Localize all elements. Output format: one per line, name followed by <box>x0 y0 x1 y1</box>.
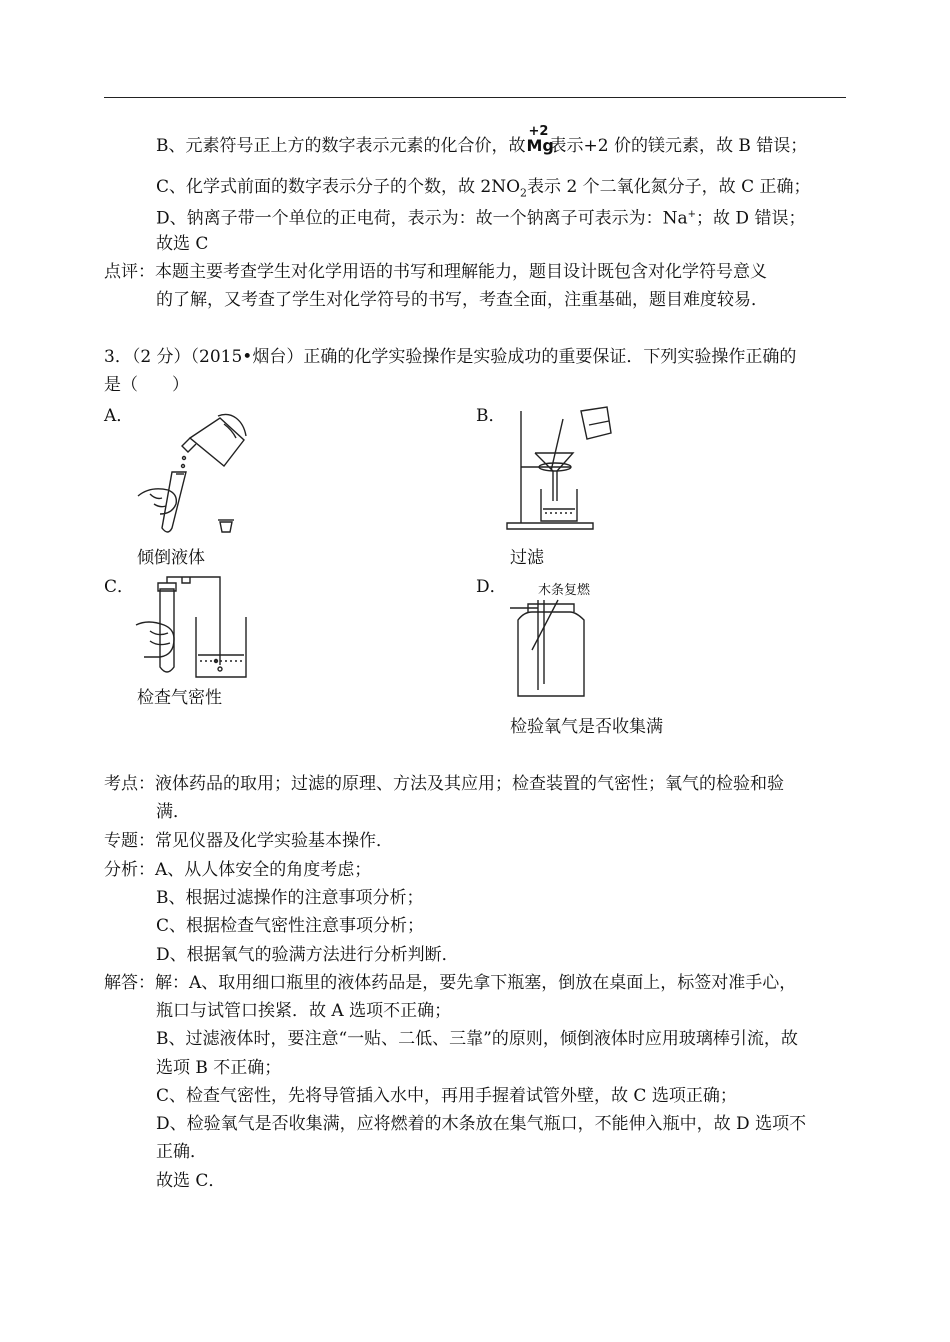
comment-line-1: 点评：本题主要考查学生对化学用语的书写和理解能力，题目设计既包含对化学符号意义 <box>104 262 767 282</box>
fenxi-line-2: B、根据过滤操作的注意事项分析； <box>156 888 424 908</box>
figure-filtration <box>505 405 615 535</box>
fenxi-line-1: 分析：A、从人体安全的角度考虑； <box>104 860 372 880</box>
solution-d-line: D、钠离子带一个单位的正电荷，表示为：故一个钠离子可表示为：Na+；故 D 错误； <box>156 208 806 229</box>
question-stem-line-2: 是（ ） <box>104 375 189 395</box>
option-d-letter: D． <box>476 577 507 597</box>
jieda-line-2: 瓶口与试管口挨紧．故 A 选项不正确； <box>156 1001 452 1021</box>
option-a-letter: A． <box>104 406 134 426</box>
question-stem-line-1: 3．（2 分）（2015•烟台）正确的化学实验操作是实验成功的重要保证．下列实验操作正确的 <box>104 347 797 367</box>
header-rule <box>104 97 846 98</box>
zhuanti-line: 专题：常见仪器及化学实验基本操作． <box>104 831 393 851</box>
kaodian-line-2: 满． <box>156 802 190 822</box>
option-c-letter: C． <box>104 577 135 597</box>
jieda-line-4: 选项 B 不正确； <box>156 1058 282 1078</box>
figure-airtightness-check <box>134 575 254 680</box>
solution-c-line: C、化学式前面的数字表示分子的个数，故 $2NO_2$表示 2 个二氧化氮分子，故 C 正确； <box>156 177 811 200</box>
solution-b-line: B、元素符号正上方的数字表示元素的化合价，故 +2 Mg 表示+2 价的镁元素，故 B 错误； <box>156 124 808 156</box>
jieda-line-7: 正确． <box>156 1142 207 1162</box>
jieda-line-3: B、过滤液体时，要注意“一贴、二低、三靠”的原则，倾倒液体时应用玻璃棒引流，故 <box>156 1029 798 1049</box>
comment-line-2: 的了解，又考查了学生对化学符号的书写，考查全面，注重基础，题目难度较易． <box>156 290 768 310</box>
splint-relight-label: 木条复燃 <box>538 583 591 598</box>
figure-pouring-liquid <box>132 410 262 540</box>
jieda-line-6: D、检验氧气是否收集满，应将燃着的木条放在集气瓶口，不能伸入瓶中，故 D 选项不 <box>156 1114 807 1134</box>
option-c-caption: 检查气密性 <box>137 688 222 708</box>
option-b-letter: B． <box>476 406 506 426</box>
fenxi-line-3: C、根据检查气密性注意事项分析； <box>156 916 425 936</box>
jieda-line-8: 故选 C． <box>156 1171 226 1191</box>
fenxi-line-4: D、根据氧气的验满方法进行分析判断． <box>156 945 459 965</box>
mg-valence-symbol: +2 Mg <box>526 124 554 155</box>
solution-choice: 故选 C <box>156 234 209 254</box>
option-a-caption: 倾倒液体 <box>137 548 205 568</box>
jieda-line-1: 解答：解：A、取用细口瓶里的液体药品是，要先拿下瓶塞，倒放在桌面上，标签对准手心， <box>104 973 797 993</box>
option-b-caption: 过滤 <box>510 548 544 568</box>
jieda-line-5: C、检查气密性，先将导管插入水中，再用手握着试管外壁，故 C 选项正确； <box>156 1086 737 1106</box>
option-d-caption: 检验氧气是否收集满 <box>510 717 663 737</box>
figure-oxygen-full-check <box>508 580 618 700</box>
kaodian-line-1: 考点：液体药品的取用；过滤的原理、方法及其应用；检查装置的气密性；氧气的检验和验 <box>104 774 784 794</box>
